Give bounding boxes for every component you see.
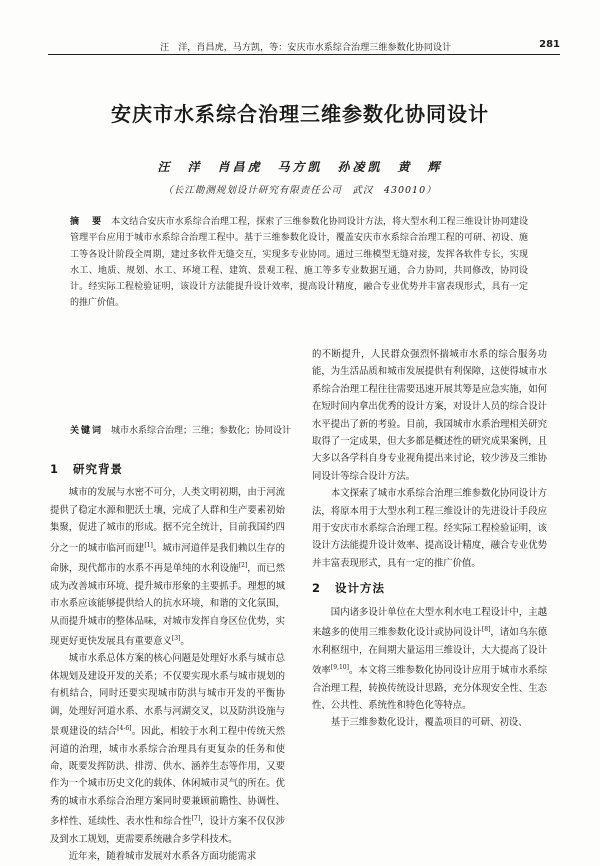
running-header: [48, 38, 560, 55]
paper-title: 安庆市水系综合治理三维参数化协同设计: [111, 102, 489, 126]
left-column: [50, 457, 285, 866]
section-heading-1: [50, 461, 285, 478]
abstract: [70, 214, 528, 312]
text-run: 城市的发展与水密不可分，人类文明初期，由于河流提供了稳定水源和肥沃土壤，完成了人群和生产要素初始集聚，促进了城市的形成。据不完全统计，目前我国约四分之一的城市临河而建: [50, 487, 285, 554]
keywords-label: 关键词: [70, 426, 104, 436]
paragraph: [50, 650, 285, 848]
citation: [1]: [144, 541, 153, 549]
paragraph: [312, 714, 547, 731]
text-run: 。城市河道伴是我们赖以生存的命脉，现代都市的水系不再是单纯的水利设施: [50, 542, 285, 575]
citation: [8]: [481, 626, 491, 634]
paragraph: [312, 485, 547, 572]
citation: [9,10]: [330, 664, 349, 672]
citation: [2]: [238, 562, 248, 570]
running-title: 汪 洋，肖昌虎，马方凯，等：安庆市水系综合治理三维参数化协同设计: [160, 43, 452, 53]
text-run: 。本文将三维参数化协同设计应用于城市水系综合治理工程，转换传统设计思路，充分体现安全性、生态性、公共性、系统性和特色化等特点。: [312, 665, 547, 711]
text-run: 的不断提升，人民群众强烈怀揣城市水系的综合服务功能，为生活品质和城市发展提供有利保障，这使得城市水系综合治理工程往往需要迅速开展其筹是应急实施，如何在短时间内拿出优秀的设计方案，对设计人员的综合设计水平提出了新的考验。目前，我国城市水系治理相关研究取得了一定成果，但大多都是概述性的研究成果案例，且大多以各学科自身专业视角提出来讨论，较少涉及三维协同设计等综合设计方法。: [312, 349, 547, 482]
section-title: 研究背景: [73, 462, 124, 476]
paragraph: [50, 848, 285, 865]
text-run: 国内诸多设计单位在大型水利水电工程设计中，主越来越多的使用三维参数化设计或协同设计: [312, 606, 547, 639]
section-title: 设计方法: [335, 581, 386, 596]
abstract-label: 摘 要: [70, 217, 104, 227]
citation: [3]: [171, 634, 181, 642]
section-number: 2: [312, 581, 322, 596]
citation: [4-6]: [117, 725, 132, 733]
text-run: ，而已然成为改善城市环境、提升城市形象的主要抓手。理想的城市水系应该能够提供给人的抗水环境，和谐的文化氛围，从而提升城市的整体品味，对城市发挥自身区位优势，实现更好更快发展具有重要意义: [50, 563, 285, 648]
section-heading-2: [312, 580, 547, 597]
right-column: [312, 346, 547, 732]
text-run: 本文探索了城市水系综合治理三维参数化协同设计方法，将原本用于大型水利工程三维设计的先进设计手段应用于安庆市水系综合治理工程。经实际工程检验证明，该设计方法能提升设计效率、提高设计精度，融合专业优势并丰富表现形式，具有一定的推广价值。: [312, 488, 547, 569]
text-run: ，设计方案不仅仅涉及到水工规划，更需要系统融合多学科技术。: [50, 816, 285, 845]
text-run: 基于三维参数化设计，覆盖项目的可研、初设、: [330, 717, 528, 729]
text-run: 近年来，随着城市发展对水系各方面功能需求: [68, 851, 257, 863]
citation: [7]: [191, 815, 201, 823]
author-list: 汪 洋 肖昌虎 马方凯 孙凌凯 黄 辉: [157, 160, 443, 174]
section-number: 1: [50, 462, 60, 476]
paragraph: [50, 484, 285, 650]
paragraph: [312, 346, 547, 485]
abstract-text: 本文结合安庆市水系综合治理工程，探索了三维参数化协同设计方法，将大型水利工程三维设计协同建设管理平台应用于城市水系综合治理工程中。基于三维参数化设计，覆盖安庆市水系综合治理工程的可研、初设、施工等各设计阶段全周期，建过多软件无缝交互，实现多专业协同。通过三维模型无缝对接，发挥各软件专长，实现水工、地质、规划、水工、环境工程、建筑、景观工程、施工等多专业数据互通，合力协同，共同修改，协同设计。经实际工程检验证明，该设计方法能提升设计效率，提高设计精度，融合专业优势并丰富表现形式，具有一定的推广价值。: [70, 217, 528, 309]
text-run: 。: [180, 636, 190, 648]
paragraph: [312, 604, 547, 715]
text-run: 。因此，相较于水利工程中传统天然河道的治理，城市水系综合治理具有更复杂的任务和使命，既要发挥防洪、排涝、供水、涵养生态等作用，又要作为一个城市历史文化的载体、休闲城市灵气的所在。优秀的城市水系综合治理方案同时要兼顾前瞻性、协调性、多样性、延续性、表水性和综合性: [50, 726, 285, 828]
text-run: 城市水系总体方案的核心问题是处理好水系与城市总体规划及建设开发的关系；不仅要实现水系与城市规划的有机结合，同时还要实现城市防洪与城市开发的平衡协调，处理好河道水系、水系与河湖交叉，以及防洪设施与景观建设的结合: [50, 653, 285, 738]
keywords-text: 城市水系综合治理；三维；参数化；协同设计: [111, 426, 292, 436]
text-run: ，诸如乌东德水利枢纽中，在间期大量运用三维设计，大大提高了设计效率: [312, 627, 547, 677]
page-number: 281: [539, 39, 560, 50]
affiliation: （长江勘测规划设计研究有限责任公司 武汉 430010）: [163, 185, 437, 196]
